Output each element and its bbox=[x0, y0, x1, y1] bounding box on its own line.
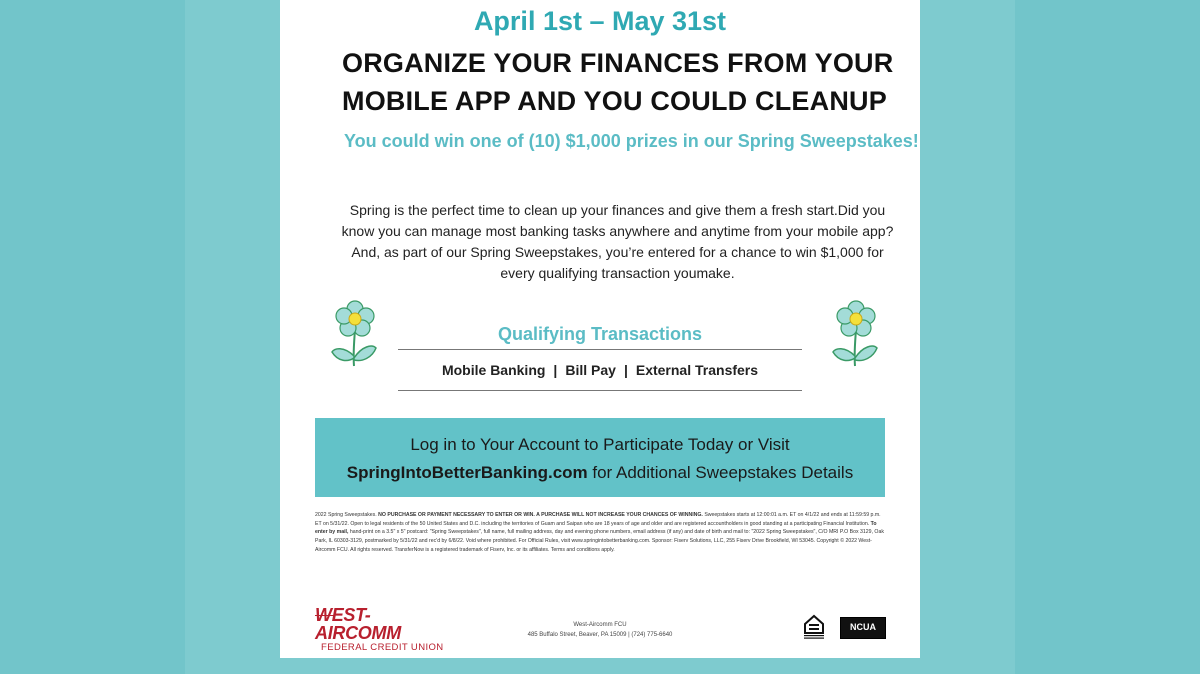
cta-line-2-rest: for Additional Sweepstakes Details bbox=[587, 463, 854, 482]
fine-print-text: 2022 Spring Sweepstakes. bbox=[315, 512, 379, 518]
headline bbox=[342, 44, 894, 120]
fine-print-bold: To enter by mail, bbox=[315, 520, 877, 536]
qualifying-transactions-title: Qualifying Transactions bbox=[497, 324, 703, 344]
sweepstakes-link[interactable]: SpringIntoBetterBanking.com bbox=[346, 463, 588, 482]
logo-subtitle: FEDERAL CREDIT UNION bbox=[321, 642, 444, 653]
ncua-badge: NCUA bbox=[840, 617, 886, 639]
flower-icon bbox=[831, 296, 881, 368]
fine-print bbox=[315, 511, 885, 555]
fine-print-bold: NO PURCHASE OR PAYMENT NECESSARY TO ENTER OR WIN. A PURCHASE WILL NOT INCREASE YOUR CHANCES OF WINNING. bbox=[378, 512, 703, 518]
promo-body: Spring is the perfect time to clean up your finances and give them a fresh start.Did you know you can manage most banking tasks anywhere and anytime from your mobile app? And, as part of our Spring Sweepstakes, you’re entered for a chance to win $1,000 for every qualifying transaction youmake. bbox=[341, 202, 894, 281]
qualifying-item: External Transfers bbox=[635, 362, 759, 378]
prize-subheadline: You could win one of (10) $1,000 prizes in our Spring Sweepstakes! bbox=[344, 131, 919, 151]
equal-housing-lender-icon bbox=[803, 614, 825, 640]
flower-icon bbox=[330, 296, 380, 368]
qualifying-transactions-list bbox=[398, 362, 802, 378]
headline-line-1: ORGANIZE YOUR FINANCES FROM YOUR bbox=[342, 48, 894, 78]
background-right bbox=[1015, 0, 1200, 674]
flyer-page bbox=[280, 0, 920, 658]
divider bbox=[398, 390, 802, 391]
footer-address bbox=[500, 620, 700, 640]
fine-print-text: Sweepstakes starts at 12:00:01 a.m. ET on 4/1/22 and ends at 11:59:59 p.m. ET on 5/31/22. Open to legal residents of the 50 United States and D.C. including the territories of Guam and Saipan who are 18 years of age and older and are registered accountholders in good standing at a participating Financial Institution. bbox=[315, 512, 881, 527]
separator: | bbox=[623, 362, 628, 378]
logo-rule bbox=[315, 615, 335, 616]
address-line: 485 Buffalo Street, Beaver, PA 15009 | (724) 775-6640 bbox=[527, 632, 673, 638]
qualifying-item: Mobile Banking bbox=[441, 362, 546, 378]
background-left bbox=[0, 0, 185, 674]
cta-line-1: Log in to Your Account to Participate Today or Visit bbox=[410, 435, 790, 454]
divider bbox=[398, 349, 802, 350]
qualifying-item: Bill Pay bbox=[565, 362, 616, 378]
west-aircomm-logo bbox=[315, 605, 455, 653]
fine-print-text: hand-print on a 3.5" x 5" postcard: "Spring Sweepstakes", full name, full mailing address, day and evening phone numbers, email address (if any) and date of birth and mail to: "2022 Spring Sweepstakes", C/O MRI P.O Box 3129, Oak Park, IL 60303-3129, postmarked by 5/31/22 and rec'd by 6/8/22. Void where prohibited. For Official Rules, visit www.springintobetterbanking.com. Sponsor: Fiserv Solutions, LLC, 255 Fiserv Drive Brookfield, WI 53045. Copyright © 2022 West-Aircomm FCU. All rights reserved. TransferNow is a registered trademark of Fiserv, Inc. or its affiliates. Terms and conditions apply. bbox=[315, 529, 884, 553]
separator: | bbox=[553, 362, 558, 378]
cta-line-2 bbox=[315, 459, 885, 487]
logo-wordmark: WEST-AIRCOMM bbox=[315, 605, 401, 643]
headline-line-2: MOBILE APP AND YOU COULD CLEANUP bbox=[342, 86, 887, 116]
credit-union-name: West-Aircomm FCU bbox=[573, 622, 627, 628]
date-range: April 1st – May 31st bbox=[473, 6, 727, 36]
call-to-action-banner bbox=[315, 418, 885, 497]
